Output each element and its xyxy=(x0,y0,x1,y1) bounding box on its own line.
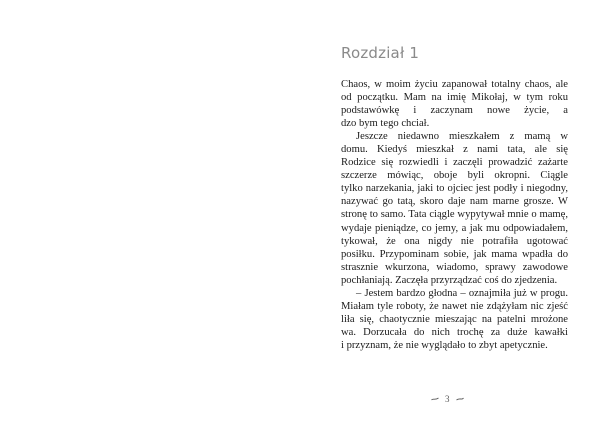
page-footer xyxy=(431,394,464,404)
text-line: dzo bym tego chciał. xyxy=(341,118,430,130)
text-line: posiłku. Przypominam sobie, jak mama wpadła do xyxy=(341,248,568,260)
page-number: 3 xyxy=(445,394,450,404)
text-line: tylko narzekania, jaki to ojciec jest podły i niegodny, xyxy=(341,183,568,195)
text-line: Rodzice się rozwiedli i zaczęli prowadzić zażarte xyxy=(341,157,568,169)
text-line: Jeszcze niedawno mieszkałem z mamą w xyxy=(356,131,568,143)
text-line: pochłaniają. Zaczęła przyrządzać coś do zjedzenia. xyxy=(341,274,558,286)
text-line: domu. Kiedyś mieszkał z nami tata, ale się xyxy=(341,144,568,156)
text-line: – Jestem bardzo głodna – oznajmiła już w progu. xyxy=(356,287,568,299)
text-line: nazywać go tatą, skoro daje nam marne grosze. W xyxy=(341,196,568,208)
body-text xyxy=(341,78,568,352)
decorative-swash-icon xyxy=(431,397,439,401)
text-line: stronę to samo. Tata ciągle wypytywał mnie o mamę, xyxy=(341,209,568,221)
text-line: Miałam tyle roboty, że nawet nie zdążyłam nic zjeść xyxy=(341,300,568,312)
text-line: tykował, że ona nigdy nie potrafiła ugotować xyxy=(341,235,568,247)
text-line: szczerze mówiąc, oboje byli okropni. Ciągle xyxy=(341,170,568,182)
text-line: podstawówkę i zaczynam nowe życie, a xyxy=(341,105,568,117)
text-line: liła się, chaotycznie mieszając na patelni mrożone xyxy=(341,313,568,325)
text-line: i przyznam, że nie wyglądało to zbyt apetycznie. xyxy=(341,339,548,351)
text-line: strasznie wkurzona, wiadomo, sprawy zawodowe xyxy=(341,261,568,273)
decorative-swash-icon xyxy=(456,397,464,401)
text-line: Chaos, w moim życiu zapanował totalny chaos, ale xyxy=(341,79,568,90)
text-line: wydaje pieniądze, co jemy, a jak mu odpowiadałem, xyxy=(341,222,568,234)
text-line: od początku. Mam na imię Mikołaj, w tym roku xyxy=(341,92,568,104)
chapter-title: Rozdział 1 xyxy=(341,44,420,62)
text-line: wa. Dorzucała do nich trochę za duże kawałki xyxy=(341,326,568,338)
